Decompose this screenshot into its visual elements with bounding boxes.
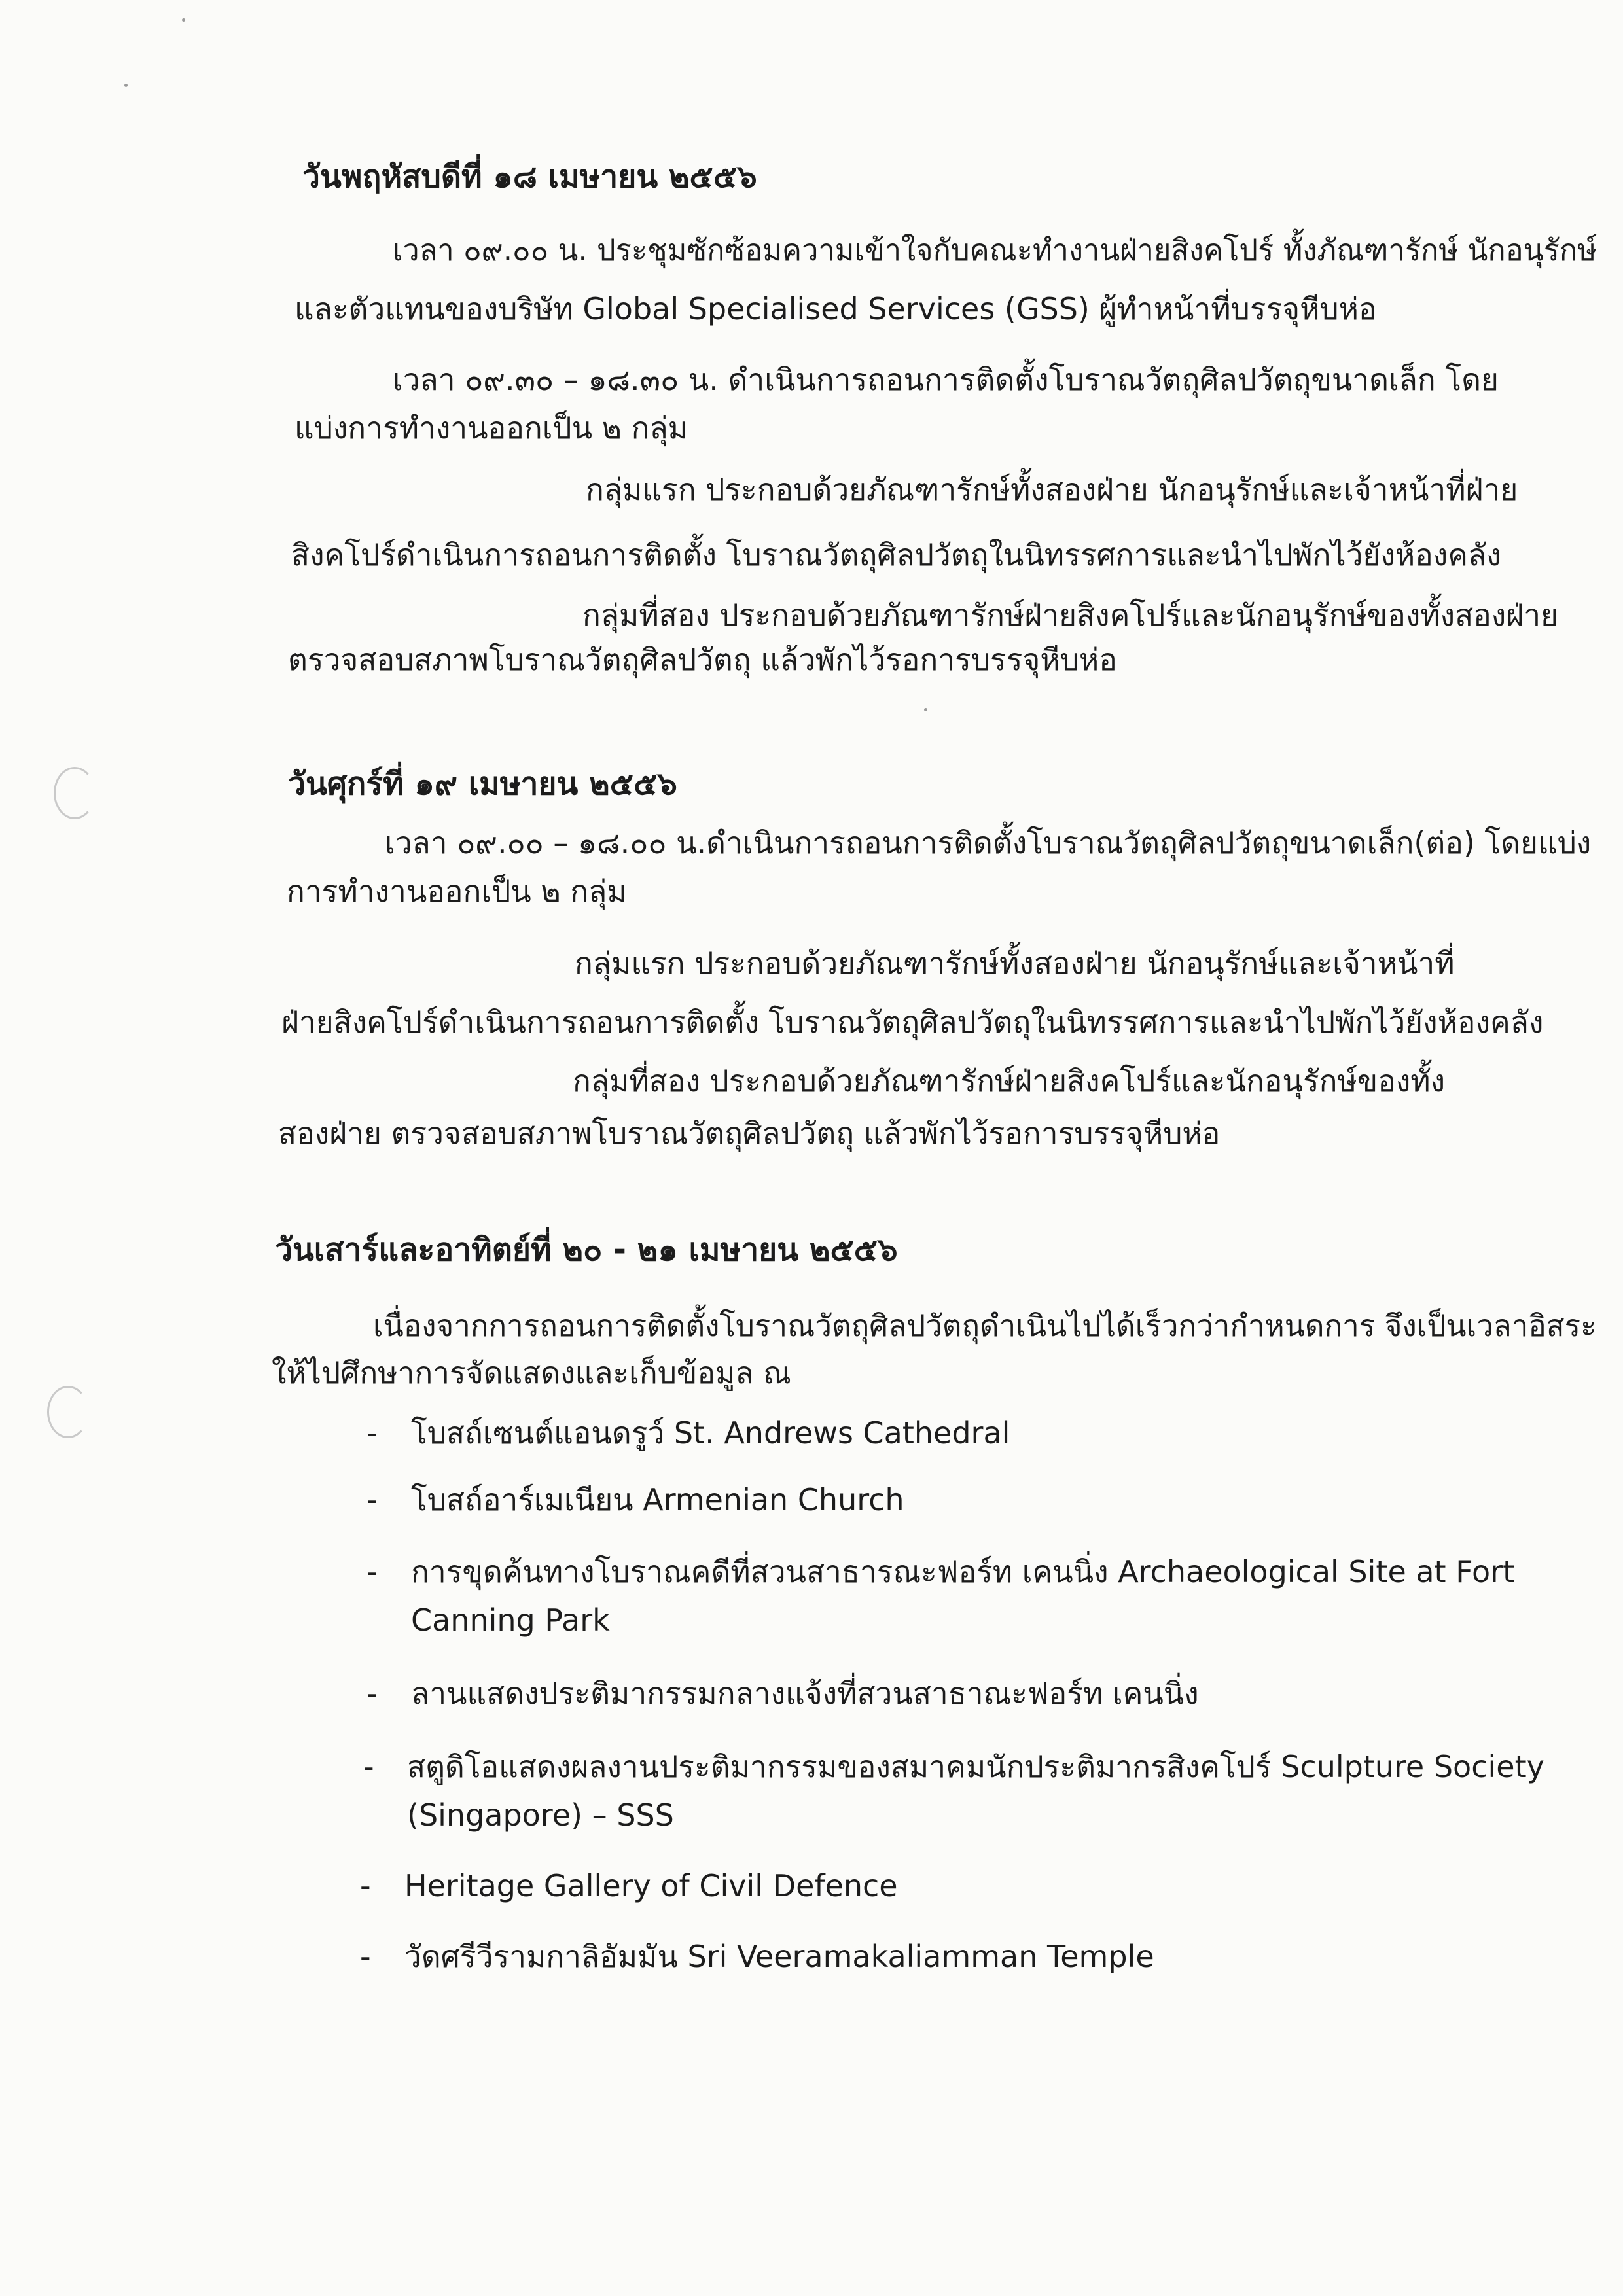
list-item-continuation: (Singapore) – SSS (407, 1797, 674, 1833)
paragraph-line: เวลา ๐๙.๐๐ – ๑๘.๐๐ น.ดำเนินการถอนการติดตั้งโบราณวัตถุศิลปวัตถุขนาดเล็ก(ต่อ) โดยแบ่ง (385, 825, 1592, 860)
list-item: การขุดค้นทางโบราณคดีที่สวนสาธารณะฟอร์ท เคนนิ่ง Archaeological Site at Fort (411, 1554, 1515, 1589)
paragraph-line: กลุ่มแรก ประกอบด้วยภัณฑารักษ์ทั้งสองฝ่าย นักอนุรักษ์และเจ้าหน้าที่ (575, 945, 1455, 981)
bullet-mark: - (366, 1554, 378, 1589)
paragraph-line: เนื่องจากการถอนการติดตั้งโบราณวัตถุศิลปวัตถุดำเนินไปได้เร็วกว่ากำหนดการ จึงเป็นเวลาอิสระ (373, 1308, 1597, 1343)
punch-hole-top (54, 767, 96, 819)
bullet-mark: - (363, 1749, 374, 1784)
list-item: โบสถ์อาร์เมเนียน Armenian Church (411, 1482, 904, 1517)
list-item: ลานแสดงประติมากรรมกลางแจ้งที่สวนสาธาณะฟอร์ท เคนนิ่ง (411, 1676, 1199, 1711)
scan-speck (182, 18, 185, 22)
bullet-mark: - (360, 1868, 371, 1903)
paragraph-line: แบ่งการทำงานออกเป็น ๒ กลุ่ม (294, 410, 688, 446)
list-item: สตูดิโอแสดงผลงานประติมากรรมของสมาคมนักประติมากรสิงคโปร์ Sculpture Society (407, 1749, 1544, 1784)
paragraph-line: กลุ่มที่สอง ประกอบด้วยภัณฑารักษ์ฝ่ายสิงคโปร์และนักอนุรักษ์ของทั้ง (573, 1063, 1446, 1099)
paragraph-line: สองฝ่าย ตรวจสอบสภาพโบราณวัตถุศิลปวัตถุ แล้วพักไว้รอการบรรจุหีบห่อ (278, 1116, 1221, 1151)
punch-hole-bottom (47, 1386, 89, 1438)
list-item-continuation: Canning Park (411, 1602, 610, 1638)
section-heading-friday: วันศุกร์ที่ ๑๙ เมษายน ๒๕๕๖ (288, 766, 677, 802)
scan-speck (124, 84, 128, 87)
paragraph-line: กลุ่มแรก ประกอบด้วยภัณฑารักษ์ทั้งสองฝ่าย นักอนุรักษ์และเจ้าหน้าที่ฝ่าย (586, 472, 1518, 507)
bullet-mark: - (366, 1415, 378, 1451)
list-item: วัดศรีวีรามกาลิอัมมัน Sri Veeramakaliamman Temple (404, 1939, 1154, 1974)
paragraph-line: และตัวแทนของบริษัท Global Specialised Services (GSS) ผู้ทำหน้าที่บรรจุหีบห่อ (294, 291, 1377, 327)
bullet-mark: - (366, 1482, 378, 1517)
bullet-mark: - (366, 1676, 378, 1711)
paragraph-line: การทำงานออกเป็น ๒ กลุ่ม (287, 874, 627, 909)
paragraph-line: เวลา ๐๙.๐๐ น. ประชุมซักซ้อมความเข้าใจกับคณะทำงานฝ่ายสิงคโปร์ ทั้งภัณฑารักษ์ นักอนุรักษ์ (393, 232, 1597, 268)
paragraph-line: ให้ไปศึกษาการจัดแสดงและเก็บข้อมูล ณ (272, 1355, 791, 1390)
paragraph-line: ตรวจสอบสภาพโบราณวัตถุศิลปวัตถุ แล้วพักไว้รอการบรรจุหีบห่อ (288, 642, 1117, 677)
section-heading-weekend: วันเสาร์และอาทิตย์ที่ ๒๐ - ๒๑ เมษายน ๒๕๕๖ (275, 1231, 898, 1268)
section-heading-thursday: วันพฤหัสบดีที่ ๑๘ เมษายน ๒๕๕๖ (302, 158, 757, 195)
paragraph-line: ฝ่ายสิงคโปร์ดำเนินการถอนการติดตั้ง โบราณวัตถุศิลปวัตถุในนิทรรศการและนำไปพักไว้ยังห้องคลัง (281, 1004, 1544, 1040)
paragraph-line: สิงคโปร์ดำเนินการถอนการติดตั้ง โบราณวัตถุศิลปวัตถุในนิทรรศการและนำไปพักไว้ยังห้องคลัง (291, 537, 1501, 573)
list-item: โบสถ์เซนต์แอนดรูว์ St. Andrews Cathedral (411, 1415, 1010, 1451)
bullet-mark: - (360, 1939, 371, 1974)
scan-speck (924, 708, 927, 711)
paragraph-line: กลุ่มที่สอง ประกอบด้วยภัณฑารักษ์ฝ่ายสิงคโปร์และนักอนุรักษ์ของทั้งสองฝ่าย (582, 597, 1558, 633)
paragraph-line: เวลา ๐๙.๓๐ – ๑๘.๓๐ น. ดำเนินการถอนการติดตั้งโบราณวัตถุศิลปวัตถุขนาดเล็ก โดย (393, 362, 1499, 397)
list-item: Heritage Gallery of Civil Defence (404, 1868, 898, 1903)
